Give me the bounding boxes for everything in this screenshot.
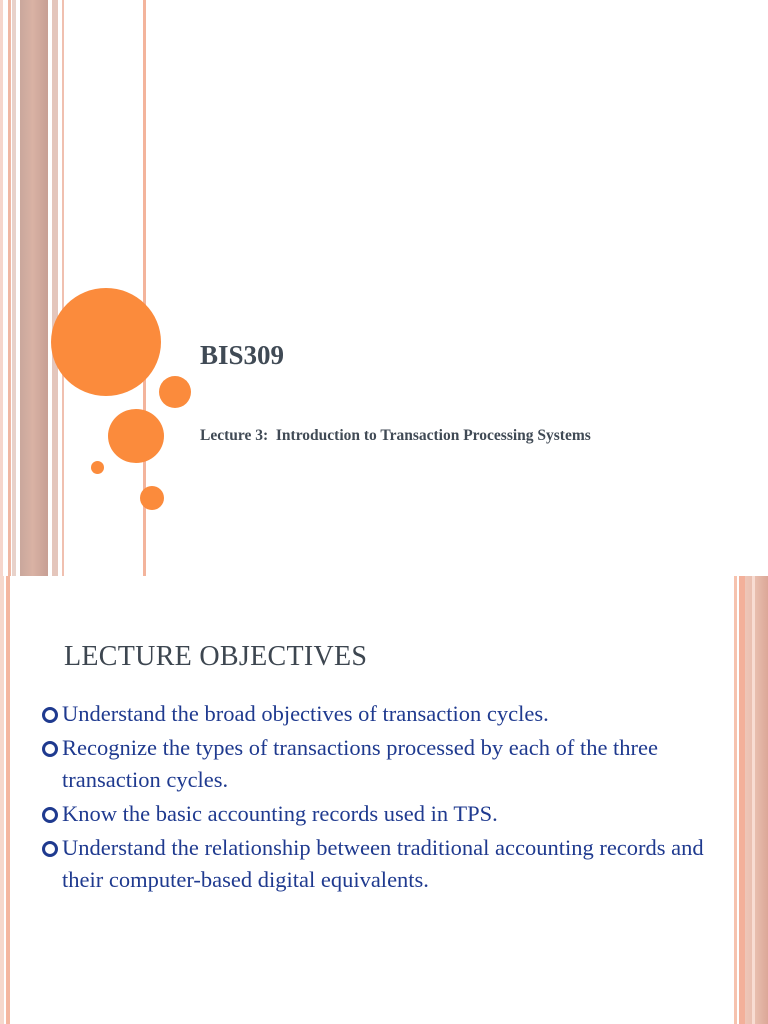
objective-item bbox=[40, 698, 720, 730]
objectives-slide bbox=[0, 576, 768, 1024]
objective-item bbox=[40, 798, 720, 830]
decorative-circle-large bbox=[51, 288, 161, 396]
decorative-stripe bbox=[752, 576, 755, 1024]
decorative-stripe bbox=[745, 576, 768, 1024]
decorative-circle-medium bbox=[108, 409, 164, 463]
objective-item bbox=[40, 732, 720, 796]
decorative-circle-tiny bbox=[91, 461, 104, 474]
decorative-stripe bbox=[20, 0, 48, 576]
ring-bullet-icon bbox=[42, 741, 58, 757]
ring-bullet-icon bbox=[42, 807, 58, 823]
decorative-stripe bbox=[734, 576, 737, 1024]
objective-text: Recognize the types of transactions processed by each of the three transaction cycles. bbox=[62, 735, 659, 792]
decorative-stripe bbox=[12, 0, 16, 576]
decorative-circle-small bbox=[159, 376, 191, 408]
decorative-stripe bbox=[6, 576, 10, 1024]
decorative-stripe bbox=[0, 576, 4, 1024]
slide-title: BIS309 bbox=[200, 340, 285, 370]
slide-subtitle: Lecture 3: Introduction to Transaction Processing Systems bbox=[200, 427, 591, 444]
decorative-stripe bbox=[8, 0, 11, 576]
objective-text: Know the basic accounting records used in TPS. bbox=[62, 801, 498, 826]
decorative-stripe bbox=[52, 0, 58, 576]
ring-bullet-icon bbox=[42, 841, 58, 857]
decorative-circle-small bbox=[140, 486, 164, 510]
objectives-list bbox=[40, 698, 720, 898]
objective-text: Understand the broad objectives of transaction cycles. bbox=[62, 701, 549, 726]
objective-text: Understand the relationship between traditional accounting records and their computer-based digital equivalents. bbox=[62, 835, 704, 892]
decorative-stripe bbox=[0, 0, 3, 576]
ring-bullet-icon bbox=[42, 707, 58, 723]
decorative-stripe bbox=[62, 0, 64, 576]
objectives-heading: LECTURE OBJECTIVES bbox=[64, 641, 368, 672]
objective-item bbox=[40, 832, 720, 896]
